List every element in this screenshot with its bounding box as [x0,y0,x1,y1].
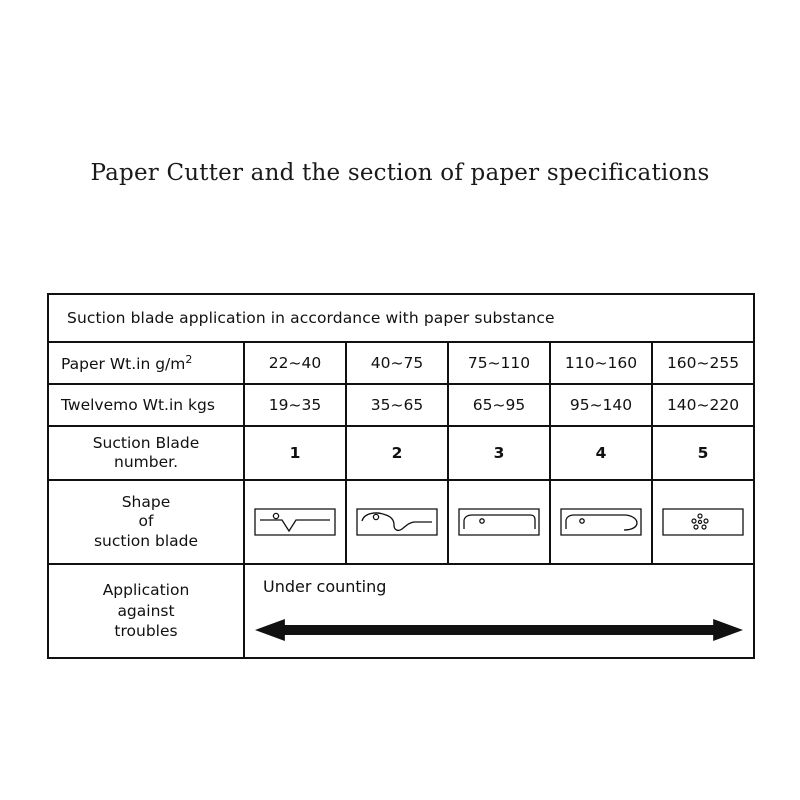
table-row [48,342,754,384]
table-row [48,426,754,480]
cell-blade-number-3: 3 [448,426,550,480]
cell-blade-shape-1 [244,480,346,564]
table-row [48,384,754,426]
table-row [48,480,754,564]
row-label-shape-line3: suction blade [93,531,199,550]
cell-blade-number-5: 5 [652,426,754,480]
page-title: Paper Cutter and the section of paper specifications [90,160,710,186]
cell-blade-number-4: 4 [550,426,652,480]
cell-paper-weight-3: 75~110 [448,342,550,384]
row-label-suction-blade-number-line2: number. [114,453,178,471]
cell-paper-weight-2: 40~75 [346,342,448,384]
row-label-suction-blade-number-line1: Suction Blade [92,433,200,452]
paper-specifications-table [47,293,755,659]
blade-shape-3-icon [456,499,542,545]
cell-blade-shape-2 [346,480,448,564]
cell-twelvemo-weight-3: 65~95 [448,384,550,426]
row-label-application-line3: troubles [114,622,178,641]
row-label-shape-of-suction-blade [48,480,244,564]
row-label-application-line2: against [117,601,175,620]
row-label-shape-line2: of [138,512,154,531]
row-label-paper-weight-text: Paper Wt.in g/m [61,355,186,374]
row-label-application-line1: Application [102,580,190,599]
blade-shape-2-icon [354,499,440,545]
cell-blade-shape-3 [448,480,550,564]
row-label-application-against-troubles [48,564,244,658]
blade-shape-4-icon [558,499,644,545]
cell-twelvemo-weight-1: 19~35 [244,384,346,426]
row-label-paper-weight [48,342,244,384]
double-headed-arrow [255,617,743,643]
table-row [48,564,754,658]
cell-paper-weight-5: 160~255 [652,342,754,384]
cell-paper-weight-4: 110~160 [550,342,652,384]
cell-blade-number-2: 2 [346,426,448,480]
cell-twelvemo-weight-4: 95~140 [550,384,652,426]
cell-blade-number-1: 1 [244,426,346,480]
table-header-row [48,294,754,342]
row-label-suction-blade-number [48,426,244,480]
blade-shape-5-icon [660,499,746,545]
cell-paper-weight-1: 22~40 [244,342,346,384]
row-label-twelvemo-weight: Twelvemo Wt.in kgs [48,384,244,426]
table-header-label: Suction blade application in accordance with paper substance [48,294,754,342]
cell-blade-shape-4 [550,480,652,564]
blade-shape-1-icon [252,499,338,545]
row-label-paper-weight-sup: 2 [185,352,193,366]
cell-twelvemo-weight-2: 35~65 [346,384,448,426]
cell-blade-shape-5 [652,480,754,564]
double-headed-arrow-icon [255,617,743,643]
under-counting-label: Under counting [263,577,387,596]
row-label-shape-line1: Shape [121,492,171,511]
cell-application-range [244,564,754,658]
cell-twelvemo-weight-5: 140~220 [652,384,754,426]
